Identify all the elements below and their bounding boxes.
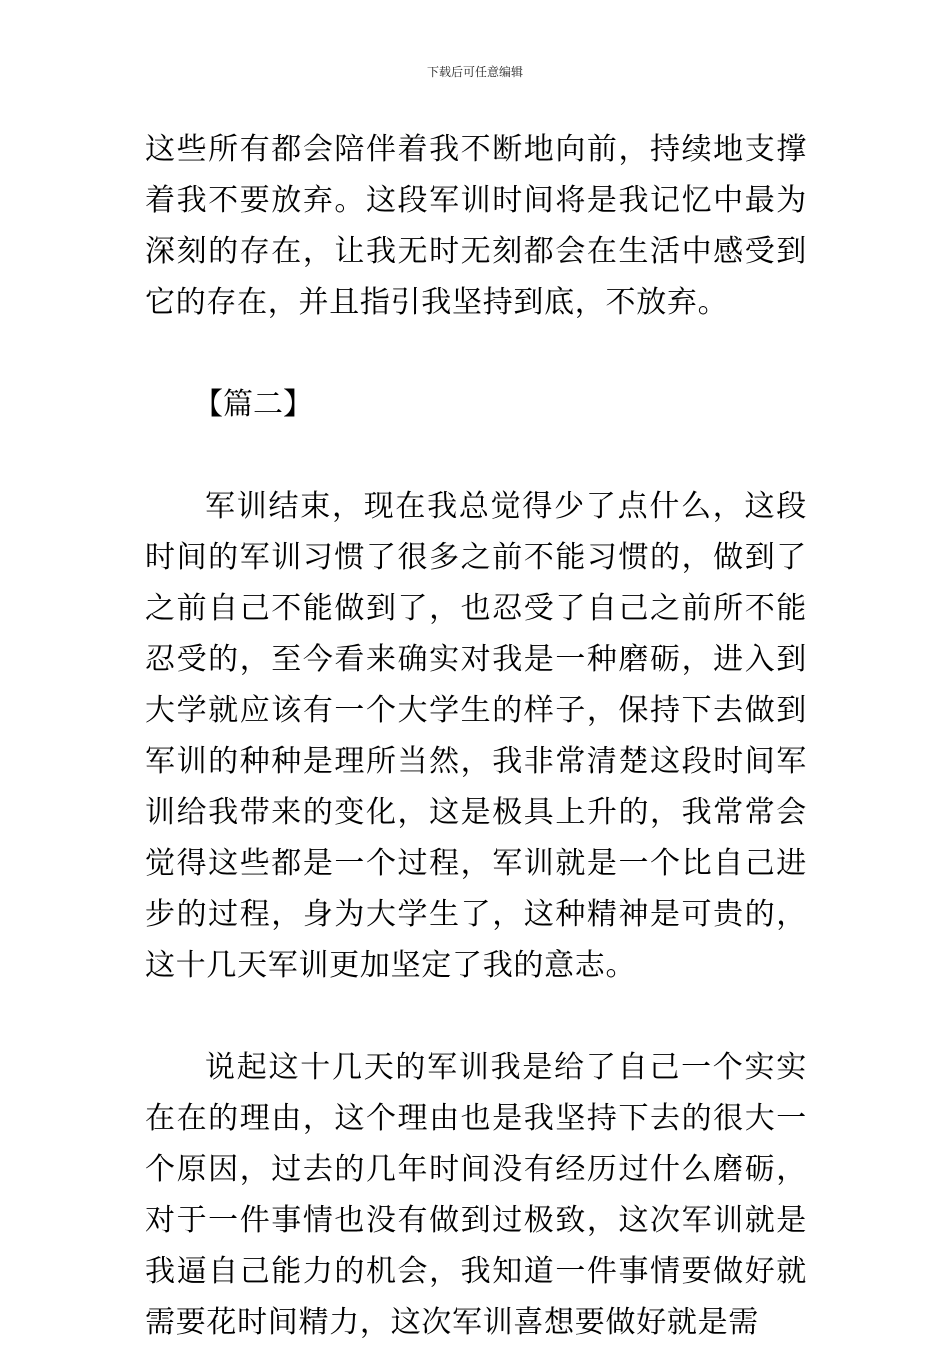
page-header: 下载后可任意编辑	[426, 65, 523, 79]
paragraph-gap	[145, 328, 807, 379]
document-body	[145, 124, 807, 1348]
paragraph-gap	[145, 430, 807, 481]
section-title: 【篇二】	[193, 387, 313, 422]
paragraph-1: 这些所有都会陪伴着我不断地向前，持续地支撑着我不要放弃。这段军训时间将是我记忆中最为深刻的存在，让我无时无刻都会在生活中感受到它的存在，并且指引我坚持到底，不放弃。	[145, 132, 807, 320]
paragraph-3: 说起这十几天的军训我是给了自己一个实实在在的理由，这个理由也是我坚持下去的很大一个原因，过去的几年时间没有经历过什么磨砺，对于一件事情也没有做到过极致，这次军训就是我逼自己能力的机会，我知道一件事情要做好就需要花时间精力，这次军训喜想要做好就是需	[145, 1050, 807, 1340]
paragraph-2: 军训结束，现在我总觉得少了点什么，这段时间的军训习惯了很多之前不能习惯的，做到了之前自己不能做到了，也忍受了自己之前所不能忍受的，至今看来确实对我是一种磨砺，进入到大学就应该有一个大学生的样子，保持下去做到军训的种种是理所当然，我非常清楚这段时间军训给我带来的变化，这是极具上升的，我常常会觉得这些都是一个过程，军训就是一个比自己进步的过程，身为大学生了，这种精神是可贵的，这十几天军训更加坚定了我的意志。	[145, 489, 807, 983]
paragraph-gap	[145, 991, 807, 1042]
